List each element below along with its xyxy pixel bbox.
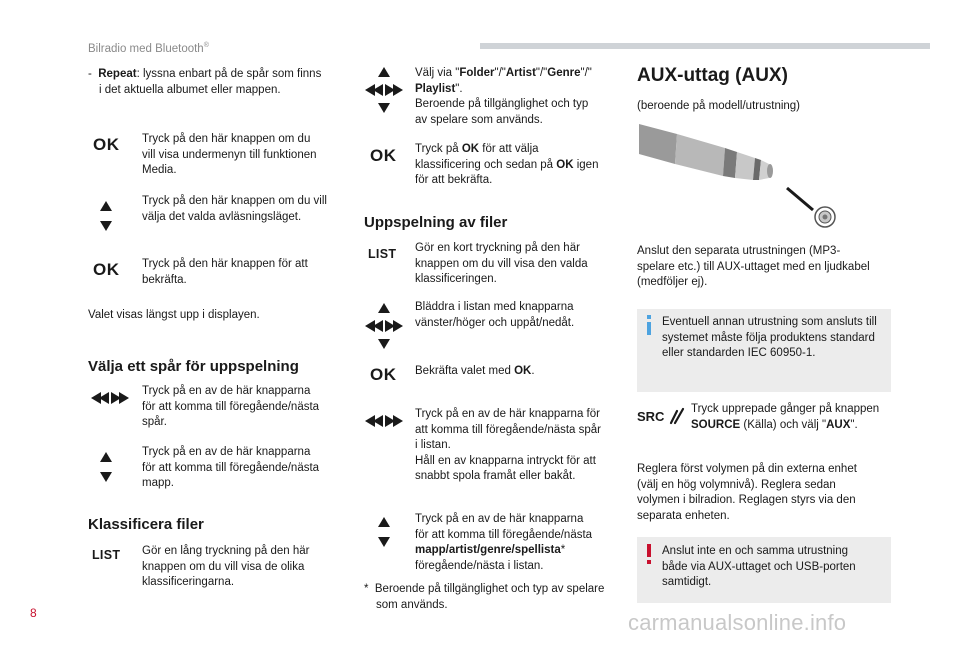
heading-uppspelning: Uppspelning av filer [364,214,508,231]
valj-via-text: Välj via "Folder"/"Artist"/"Genre"/" Playlist". Beroende på tillgänglighet och typ av spelare som används. [415,67,592,126]
footnote: * Beroende på tillgänglighet och typ av spelare som används. [364,583,605,611]
updown-mode-text: Tryck på den här knappen om du vill välja det valda avläsningsläget. [142,195,327,223]
confirm-ok-text: Bekräfta valet med OK. [415,365,535,377]
ok-button-label: OK [370,146,397,165]
four-way-arrows-icon [364,302,404,350]
footnote-star: * [364,583,369,595]
info-icon [647,322,651,335]
watermark: carmanualsonline.info [628,610,847,635]
ok-button-label: OK [93,135,120,154]
volume-text: Reglera först volymen på din externa enhet (välj en hög volymnivå). Reglera sedan volymen i bilradion. Reglagen styrs via den separata enheten. [637,463,857,522]
aux-jack-plug-icon [637,122,837,232]
updown-folder-text: Tryck på en av de här knapparna för att komma till föregående/nästa mapp. [142,446,320,489]
info-icon-dot [647,315,651,319]
repeat-term: Repeat [98,68,137,80]
up-down-arrows-icon [377,515,391,549]
connect-text: Anslut den separata utrustningen (MP3- spelare etc.) till AUX-uttaget med en ljudkabel (medföljer ej). [637,245,870,288]
list-short-text: Gör en kort tryckning på den här knappen om du vill visa den valda klassificeringen. [415,242,588,285]
bullet-dash: - [88,68,92,80]
ok-button-label: OK [370,365,397,384]
heading-aux: AUX-uttag (AUX) [637,65,788,86]
page-number: 8 [30,606,37,620]
aux-subtitle: (beroende på modell/utrustning) [637,100,801,112]
valet-text: Valet visas längst upp i displayen. [88,309,260,321]
warning-text: Anslut inte en och samma utrustning både via AUX-uttaget och USB-porten samtidigt. [662,545,856,588]
left-right-arrows-icon [90,391,130,405]
repeat-text-line2: i det aktuella albumet eller mappen. [99,83,281,96]
repeat-text: : lyssna enbart på de spår som finns [136,68,322,80]
four-way-arrows-icon [364,66,404,114]
lr-track-text: Tryck på en av de här knapparna för att komma till föregående/nästa spår. [142,385,320,428]
left-right-arrows-icon [364,414,404,428]
warning-icon [647,544,651,557]
ok-classification-text: Tryck på OK för att välja klassificering och sedan på OK igen för att bekräfta. [415,143,599,186]
list-button-label: LIST [92,548,121,562]
list-button-label: LIST [368,247,397,261]
ok-button-label: OK [93,260,120,279]
updown-category-text: Tryck på en av de här knapparna för att komma till föregående/nästa mapp/artist/genre/spellista* föregående/nästa i listan. [415,513,593,572]
heading-valja-spar: Välja ett spår för uppspelning [88,358,299,375]
header-divider-bar [480,43,930,49]
heading-klassificera: Klassificera filer [88,516,204,533]
ok-confirm-text: Tryck på den här knappen för att bekräfta. [142,258,308,286]
ok-submenu-text: Tryck på den här knappen om du vill visa undermenyn till funktionen Media. [142,133,317,176]
src-phone-button-icon [637,406,687,426]
section-header-text: Bilradio med Bluetooth [88,42,204,55]
up-down-arrows-icon [99,199,113,233]
list-long-text: Gör en lång tryckning på den här knappen om du vill visa de olika klassificeringarna. [142,545,310,588]
lr-list-text: Tryck på en av de här knapparna för att komma till föregående/nästa spår i listan. Håll en av knapparna intryckt för att snabbt spola framåt eller bakåt. [415,408,602,482]
repeat-paragraph [88,67,321,98]
info-text: Eventuell annan utrustning som ansluts till systemet måste följa produktens standard eller standarden IEC 60950-1. [662,316,877,359]
browse-list-text: Bläddra i listan med knapparna vänster/höger och uppåt/nedåt. [415,301,575,329]
registered-mark: ® [203,42,209,49]
section-header [88,38,209,57]
up-down-arrows-icon [99,450,113,484]
source-text: Tryck upprepade gånger på knappen SOURCE (Källa) och välj "AUX". [691,403,880,431]
svg-text:SRC: SRC [637,409,665,424]
warning-icon-dot [647,560,651,564]
